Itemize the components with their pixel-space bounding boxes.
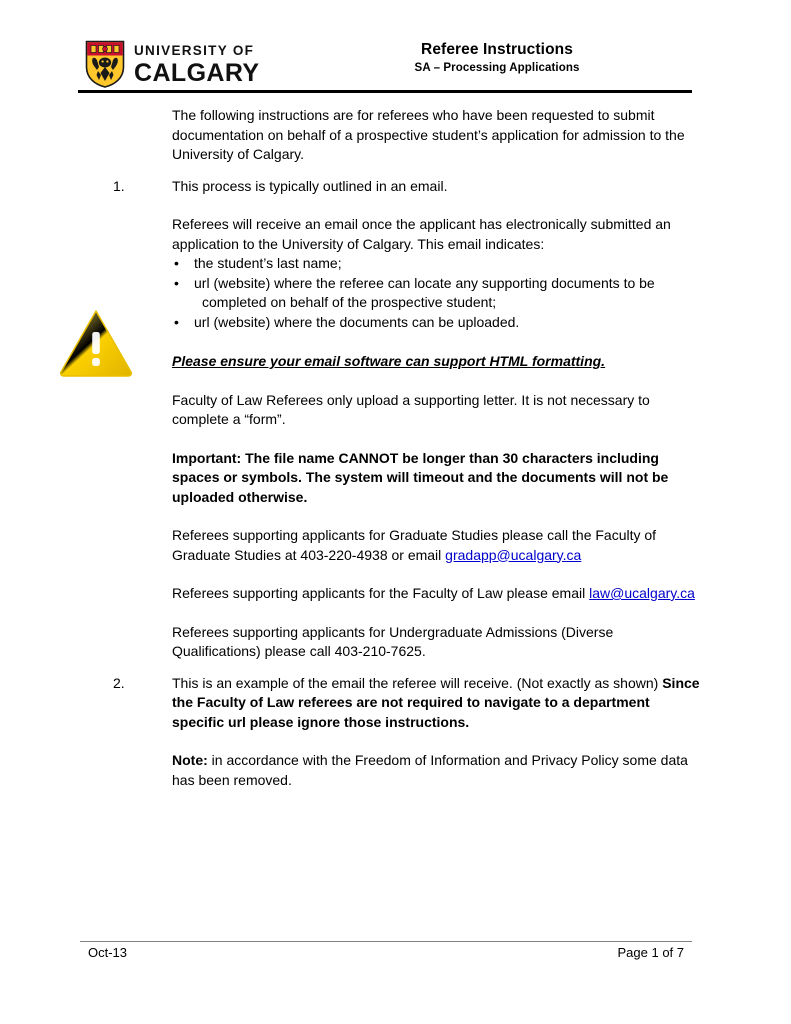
email-contents-list (130, 254, 700, 332)
footer-divider (80, 941, 692, 942)
logo-line-university-of: UNIVERSITY OF (134, 43, 255, 58)
intro-row (0, 106, 791, 165)
html-notice-row (0, 352, 791, 372)
graduate-studies-paragraph (172, 526, 700, 565)
header-divider (78, 90, 692, 93)
list-number-1: 1. (113, 177, 125, 194)
list-item-2-text (172, 674, 700, 733)
logo-line-calgary: CALGARY (134, 59, 260, 87)
important-notice-paragraph: Important: The file name CANNOT be longer than 30 characters including spaces or symbols. The system will timeout and the documents will not be uploaded otherwise. (172, 449, 669, 505)
email-intro-row (0, 215, 791, 254)
document-title: Referee Instructions (421, 41, 573, 58)
header-title-block (302, 40, 692, 76)
faculty-of-law-row (0, 584, 791, 604)
university-logo (85, 40, 259, 88)
note-row (0, 751, 791, 790)
bullet-text: the student’s last name; (194, 255, 342, 271)
html-formatting-notice: Please ensure your email software can support HTML formatting. (172, 353, 606, 369)
law-email-link[interactable]: law@ucalgary.ca (589, 585, 695, 601)
page-footer (80, 944, 692, 961)
bullet-dot-icon: • (174, 274, 179, 291)
university-crest-icon (85, 40, 125, 88)
page-header (80, 38, 692, 88)
list-item-2-bold: Since the Faculty of Law referees are not required to navigate to a department specific url please ignore those instructions. (172, 674, 700, 730)
bullet-dot-icon: • (174, 313, 179, 330)
graduate-studies-row (0, 526, 791, 565)
law-referees-row (0, 391, 791, 430)
list-item-1-text: This process is typically outlined in an email. (172, 177, 448, 194)
list-item-2 (0, 674, 791, 733)
bullet-text-continuation: completed on behalf of the prospective student; (202, 294, 497, 310)
list-number-2: 2. (113, 674, 125, 691)
graduate-studies-text: Referees supporting applicants for Graduate Studies please call the Faculty of Graduate Studies at 403-220-4938 or email (172, 527, 657, 563)
list-item (172, 313, 700, 333)
faculty-of-law-text: Referees supporting applicants for the Faculty of Law please email (172, 585, 590, 601)
bullet-text: url (website) where the documents can be uploaded. (194, 313, 520, 330)
email-intro-paragraph: Referees will receive an email once the applicant has electronically submitted an application to the University of Calgary. This email indicates: (172, 216, 671, 252)
bullet-text: url (website) where the referee can locate any supporting documents to be (194, 274, 655, 291)
document-subtitle: SA – Processing Applications (414, 62, 580, 74)
gradapp-email-link[interactable]: gradapp@ucalgary.ca (445, 546, 582, 563)
intro-paragraph: The following instructions are for referees who have been requested to submit documentation on behalf of a prospective student’s application for admission to the University of Calgary. (172, 107, 685, 162)
list-item-1 (0, 177, 791, 197)
footer-page-number: Page 1 of 7 (617, 945, 684, 960)
footer-date: Oct-13 (88, 945, 128, 960)
list-item (172, 274, 700, 313)
note-paragraph (172, 751, 700, 790)
list-item (172, 254, 700, 274)
bullet-dot-icon: • (174, 255, 179, 271)
document-body (0, 106, 791, 790)
note-label: Note: (172, 752, 208, 768)
law-referees-paragraph: Faculty of Law Referees only upload a supporting letter. It is not necessary to complete a “form”. (172, 391, 650, 427)
email-contents-list-row (0, 254, 791, 332)
list-item-2-normal: This is an example of the email the referee will receive. (Not exactly as shown) (172, 674, 663, 691)
undergraduate-admissions-paragraph: Referees supporting applicants for Undergraduate Admissions (Diverse Qualifications) please call 403-210-7625. (172, 623, 614, 659)
faculty-of-law-paragraph (172, 584, 700, 604)
note-text: in accordance with the Freedom of Information and Privacy Policy some data has been removed. (172, 752, 688, 788)
university-logo-wordmark (134, 42, 259, 86)
undergraduate-admissions-row (0, 623, 791, 662)
important-notice-row (0, 449, 791, 508)
